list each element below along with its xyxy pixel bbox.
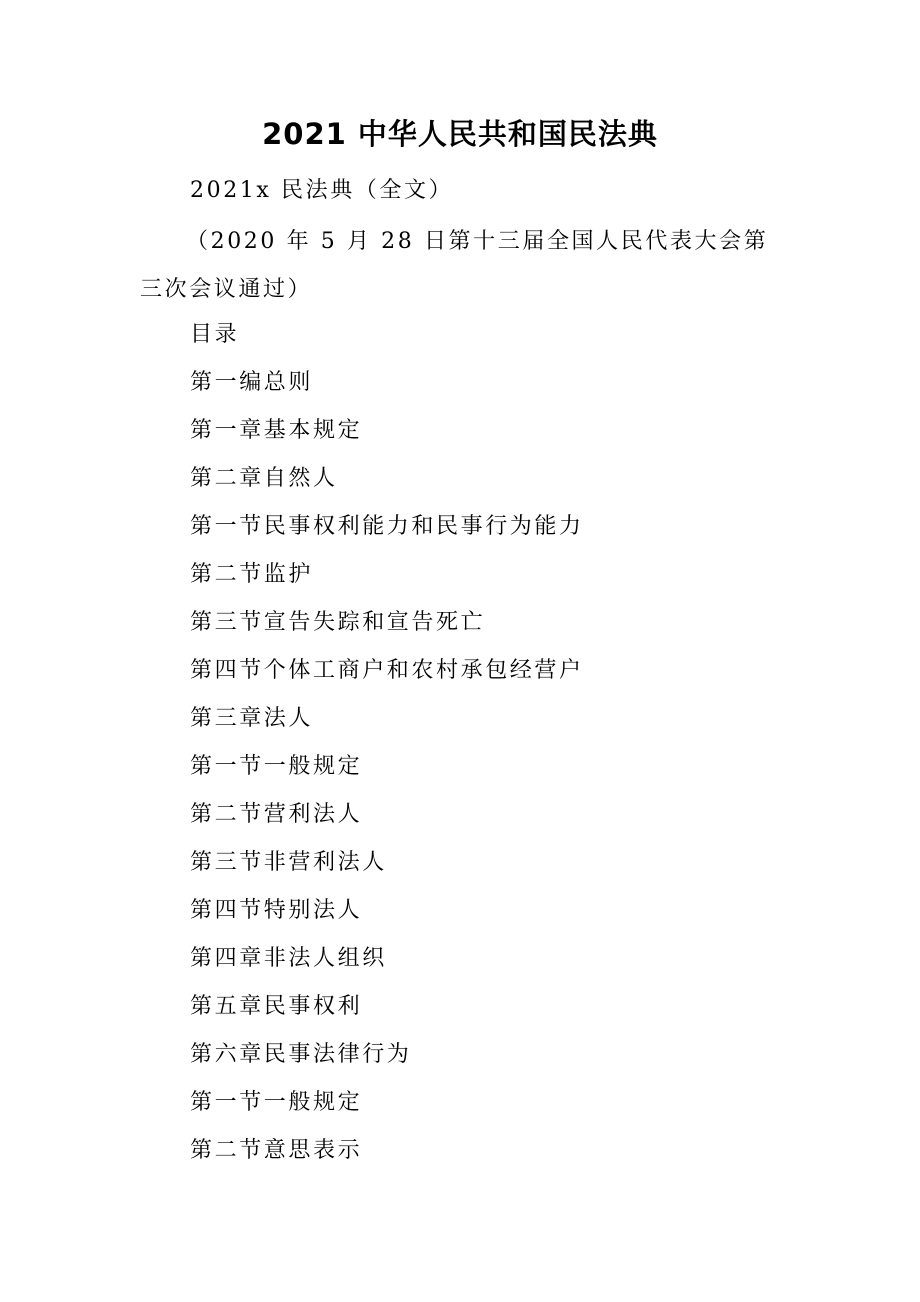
toc-heading: 目录 [190, 322, 240, 347]
document-subtitle: 2021x 民法典（全文） [190, 178, 454, 203]
toc-item: 第二节意思表示 [190, 1138, 363, 1163]
adoption-note: （2020 年 5 月 28 日第十三届全国人民代表大会第三次会议通过） [140, 229, 769, 302]
toc-item: 第二节监护 [190, 562, 314, 587]
toc-item: 第三节宣告失踪和宣告死亡 [190, 610, 486, 635]
toc-item: 第三节非营利法人 [190, 850, 387, 875]
toc-item: 第四章非法人组织 [190, 946, 387, 971]
toc-item: 第一节一般规定 [190, 1090, 363, 1115]
toc-item: 第二章自然人 [190, 466, 338, 491]
toc-item: 第一章基本规定 [190, 418, 363, 443]
toc-item: 第二节营利法人 [190, 802, 363, 827]
toc-item: 第五章民事权利 [190, 994, 363, 1019]
toc-item: 第六章民事法律行为 [190, 1042, 412, 1067]
toc-item: 第三章法人 [190, 706, 314, 731]
toc-item: 第四节个体工商户和农村承包经营户 [190, 658, 584, 683]
toc-item: 第一节一般规定 [190, 754, 363, 779]
toc-item: 第一编总则 [190, 370, 314, 395]
document-title: 2021 中华人民共和国民法典 [262, 117, 658, 151]
toc-item: 第一节民事权利能力和民事行为能力 [190, 514, 584, 539]
toc-item: 第四节特别法人 [190, 898, 363, 923]
